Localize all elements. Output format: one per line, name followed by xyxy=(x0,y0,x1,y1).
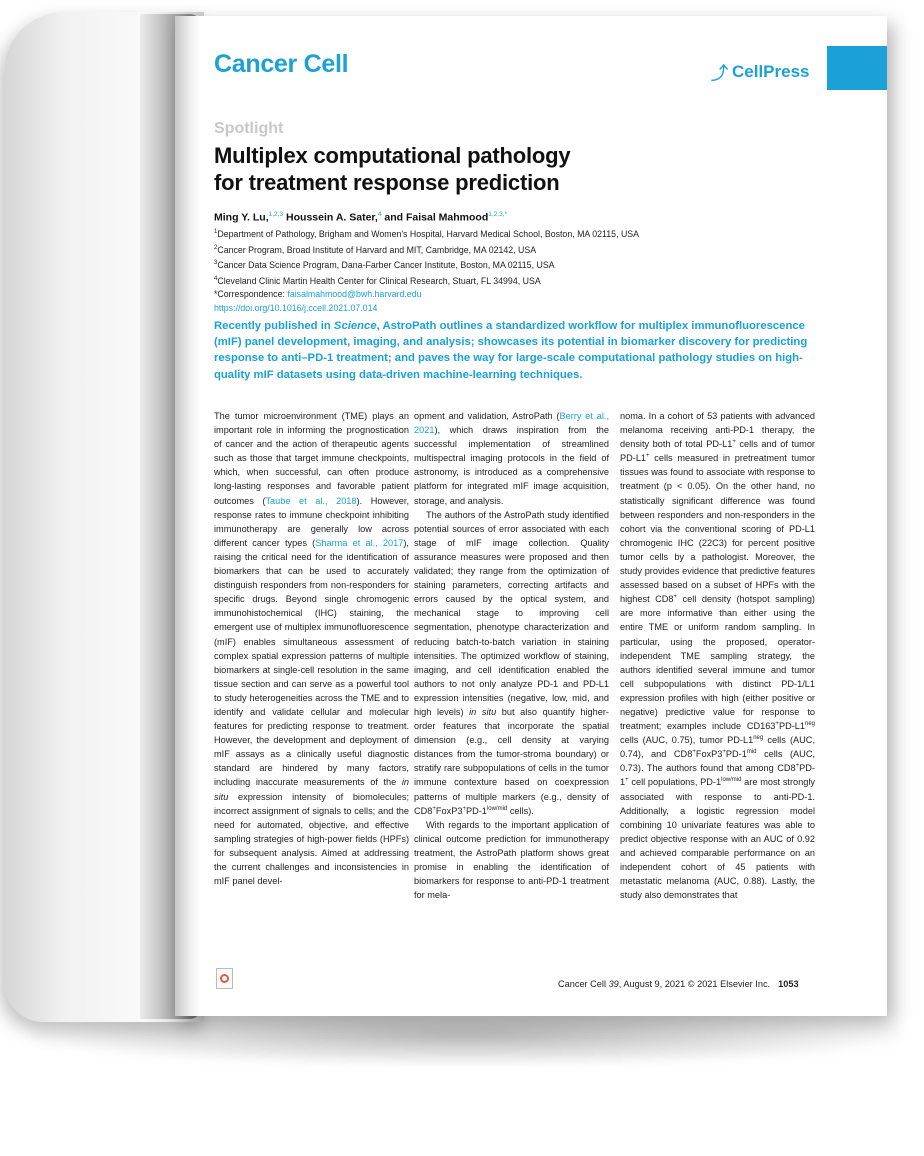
citation-link[interactable]: Berry et al., 2021 xyxy=(414,411,609,436)
affiliation: $^1$Department of Pathology, Brigham and Women's Hospital, Harvard Medical School, Boston, MA 02115, USA xyxy=(214,228,640,239)
body-column-1 xyxy=(214,409,409,888)
page-footer: Cancer Cell 39, August 9, 2021 © 2021 Elsevier Inc. 1053 xyxy=(558,979,799,989)
doi-link[interactable]: https://doi.org/10.1016/j.ccell.2021.07.014 xyxy=(214,302,378,313)
affiliations xyxy=(214,226,639,315)
check-for-updates-icon xyxy=(220,974,229,983)
journal-science: Science xyxy=(333,320,377,332)
cellpress-logo-icon: ⤴ xyxy=(711,64,728,83)
citation-link[interactable]: Sharma et al., 2017 xyxy=(315,537,404,548)
volume-number: 39 xyxy=(608,979,619,989)
author-name: Houssein A. Sater, xyxy=(286,211,378,224)
article-type: Spotlight xyxy=(214,120,284,137)
paragraph: The authors of the AstroPath study identified potential sources of error associated with each stage of mIF image collection. Quality assurance measures were proposed and then validated; they range from the optimization of staining parameters, correcting artifacts and errors caused by the optical system, and mechanical stage to improving cell segmentation, phenotype characterization and reducing batch-to-batch variation in staining intensities. The optimized workflow of staining, imaging, and cell identification enabled the authors to not only analyze PD-1 and PD-L1 expression intensities (negative, low, mid, and high levels) in situ but also quantify higher-order features that incorporate the spatial dimension (e.g., cell density at varying distances from the tumor-stroma boundary) or stratify rare subpopulations of cells in the tumor immune contexture based on coexpression patterns of multiple markers (e.g., density of $CD8^+FoxP3^+PD-1^{low/mid}$ cells). xyxy=(414,509,609,816)
publisher-logo[interactable] xyxy=(711,59,810,84)
author-affil-sup[interactable]: 4 xyxy=(377,211,382,218)
correspondence xyxy=(214,288,639,302)
page-gutter-shadow xyxy=(175,16,201,1016)
paragraph: The tumor microenvironment (TME) plays an important role in informing the prognostication of cancer and the action of therapeutic agents such as those that target immune checkpoints, which, when successful, can often produce long-lasting responses and favorable patient outcomes (Taube et al., 2018). However, response rates to immune checkpoint inhibiting immunotherapy are generally low across different cancer types (Sharma et al., 2017), raising the critical need for the identification of biomarkers that can be used to accurately distinguish responders from non-responders for specific drugs. Beyond single chromogenic immunohistochemical (IHC) staining, the emergent use of multiplex immunofluorescence (mIF) enables simultaneous assessment of complex spatial expression patterns of multiple biomarkers at single-cell resolution in the same tissue section and can serve as a powerful tool to study heterogeneities across the TME and to identify and validate cellular and molecular features for predicting response to treatment. However, the development and deployment of mIF assays as a clinically useful diagnostic standard are hindered by many factors, including inaccurate measurements of the in situ expression intensity of biomolecules; incorrect assignment of signals to cells; and the need for automated, objective, and effective sampling strategies of high-power fields (HPFs) for subsequent analysis. Aimed at addressing the current challenges and inconsistencies in mIF panel devel- xyxy=(214,411,409,887)
article-title xyxy=(214,142,774,196)
correspondence-email-link[interactable]: faisalmahmood@bwh.harvard.edu xyxy=(287,289,422,300)
summary-abstract: Recently published in Science, AstroPath outlines a standardized workflow for multiplex immunofluorescence (mIF) panel development, imaging, and analysis; showcases its potential in biomarker discovery for predicting response to anti–PD-1 treatment; and paves the way for large-scale computational pathology studies on high-quality mIF datasets using data-driven machine-learning techniques. xyxy=(214,320,808,381)
publisher-name: CellPress xyxy=(732,61,810,81)
citation-link[interactable]: Taube et al., 2018 xyxy=(265,495,357,506)
paragraph: noma. In a cohort of 53 patients with advanced melanoma receiving anti-PD-1 therapy, the density both of total PD-L1+ cells and of tumor PD-L1+ cells measured in pretreatment tumor tissues was found to associate with response to treatment (p < 0.05). On the other hand, no statistically significant difference was found between responders and non-responders in the cohort via the conventional scoring of PD-L1 chromogenic IHC (22C3) for percent positive tumor cells by a pathologist. Moreover, the study provides evidence that predictive features assessed based on a subset of HPFs with the highest CD8+ cell density (hotspot sampling) are more informative than either using the entire TME or uniform random sampling. In particular, using the proposed, operator-independent TME sampling strategy, the authors identified several immune and tumor cell subpopulations with distinct PD-1/L1 expression profiles with high (either positive or negative) predictive value for response to treatment; examples include $CD163^+PD-L1^{neg}$ cells (AUC, 0.75), tumor $PD-L1^{neg}$ cells (AUC, 0.74), and $CD8^+FoxP3^+PD-1^{mid}$ cells (AUC, 0.73). The authors found that among CD8+PD-1+ cell populations, $PD-1^{low/mid}$ are most strongly associated with response to anti-PD-1. Additionally, a logistic regression model combining 10 univariate features was able to predict objective response with an AUC of 0.92 and achieved comparable performance on an independent cohort of 45 patients with metastatic melanoma (AUC, 0.88). Lastly, the study also demonstrates that xyxy=(620,411,816,901)
body-column-2 xyxy=(414,409,609,902)
journal-title: Cancer Cell xyxy=(214,50,349,78)
title-line-1: Multiplex computational pathology xyxy=(214,143,571,168)
page-number: 1053 xyxy=(778,979,799,989)
author-affil-sup[interactable]: 1,2,3 xyxy=(268,211,284,218)
check-for-updates-badge[interactable] xyxy=(216,968,233,989)
title-line-2: for treatment response prediction xyxy=(214,170,560,195)
paragraph: With regards to the important application of clinical outcome prediction for immunotherapy treatment, the AstroPath platform shows great promise in enabling the identification of biomarkers for response to anti-PD-1 treatment for mela- xyxy=(414,819,609,901)
author-affil-sup[interactable]: 1,2,3,* xyxy=(488,211,508,218)
article-page xyxy=(175,16,887,1016)
corner-tab xyxy=(827,46,887,90)
paragraph: opment and validation, AstroPath (Berry et al., 2021), which draws inspiration from the successful implementation of streamlined multispectral imaging protocols in the field of astronomy, is introduced as a comprehensive platform for integrated mIF image acquisition, storage, and analysis. xyxy=(414,411,609,506)
affiliation: $^4$Cleveland Clinic Martin Health Center for Clinical Research, Stuart, FL 34994, USA xyxy=(214,275,541,286)
author-name: and Faisal Mahmood xyxy=(384,211,489,224)
author-name: Ming Y. Lu, xyxy=(214,211,269,224)
affiliation: $^2$Cancer Program, Broad Institute of Harvard and MIT, Cambridge, MA 02142, USA xyxy=(214,244,537,255)
body-column-3 xyxy=(620,409,815,902)
author-list xyxy=(214,211,507,224)
correspondence-label: *Correspondence: xyxy=(214,289,285,300)
affiliation: $^3$Cancer Data Science Program, Dana-Farber Cancer Institute, Boston, MA 02115, USA xyxy=(214,259,555,270)
